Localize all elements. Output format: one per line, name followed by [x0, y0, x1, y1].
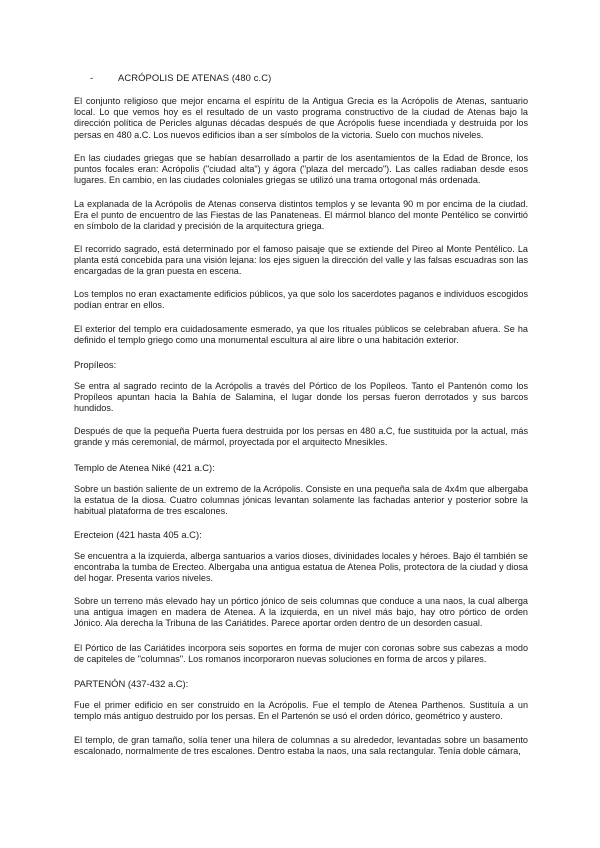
paragraph-intro-5: Los templos no eran exactamente edificios públicos, ya que solo los sacerdotes paganos e individuos escogidos podían entrar en ellos. — [74, 289, 528, 311]
paragraph-intro-1: El conjunto religioso que mejor encarna el espíritu de la Antigua Grecia es la Acrópolis de Atenas, santuario local. Lo que vemos hoy es el resultado de un vasto programa constructivo de la ciudad de Atenas bajo la dirección política de Pericles algunas décadas después de que Acrópolis fuese incendiada y destruida por los persas en 480 a.C. Los nuevos edificios iban a ser símbolos de la victoria. Suelo con muchos niveles. — [74, 96, 528, 140]
paragraph-atenea-nike-1: Sobre un bastión saliente de un extremo de la Acrópolis. Consiste en una pequeña sala de 4x4m que albergaba la estatua de la diosa. Cuatro columnas jónicas levantan solamente las fachadas anterior y posterior sobre la habitual plataforma de tres escalones. — [74, 484, 528, 517]
paragraph-intro-2: En las ciudades griegas que se habían desarrollado a partir de los asentamientos de la Edad de Bronce, los puntos focales eran: Acrópolis ("ciudad alta") y ágora ("plaza del mercado"). Las calles radiaban desde esos lugares. En cambio, en las ciudades coloniales griegas se utilizó una trama ortogonal más ordenada. — [74, 153, 528, 186]
bullet-dash: - — [90, 72, 94, 83]
paragraph-partenon-1: Fue el primer edificio en ser construido en la Acrópolis. Fue el templo de Atenea Parthenos. Sustituía a un templo más antiguo destruido por los persas. En el Partenón se usó el orden dórico, geométrico y austero. — [74, 700, 528, 722]
paragraph-erecteion-2: Sobre un terreno más elevado hay un pórtico jónico de seis columnas que conduce a una naos, la cual alberga una antigua imagen en madera de Atenea. A la izquierda, en un nivel más bajo, hay otro pórtico de orden Jónico. Ala derecha la Tribuna de las Cariátides. Parece aportar orden dentro de un desorden casual. — [74, 596, 528, 629]
document-title: ACRÓPOLIS DE ATENAS (480 c.C) — [118, 72, 272, 83]
paragraph-intro-4: El recorrido sagrado, está determinado por el famoso paisaje que se extiende del Pireo al Monte Pentélico. La planta está concebida para una visión lejana: los ejes siguen la dirección del valle y las falsas escuadras son las encargadas de la gran puesta en escena. — [74, 244, 528, 277]
paragraph-erecteion-3: El Pórtico de las Cariátides incorpora seis soportes en forma de mujer con coronas sobre sus cabezas a modo de capiteles de "columnas". Los romanos incorporaron nuevas soluciones en forma de arcos y pilares. — [74, 643, 528, 665]
heading-propileos: Propíleos: — [74, 359, 117, 370]
paragraph-propileos-2: Después de que la pequeña Puerta fuera destruida por los persas en 480 a.C, fue sustituida por la actual, más grande y más ceremonial, de mármol, proyectada por el arquitecto Mnesikles. — [74, 426, 528, 448]
paragraph-propileos-1: Se entra al sagrado recinto de la Acrópolis a través del Pórtico de los Popíleos. Tanto el Pantenón como los Propíleos apuntan hacia la Bahía de Salamina, el lugar donde los persas fueron derrotados y sus barcos hundidos. — [74, 381, 528, 414]
paragraph-erecteion-1: Se encuentra a la izquierda, alberga santuarios a varios dioses, divinidades locales y héroes. Bajo él también se encontraba la tumba de Erecteo. Albergaba una antigua estatua de Atenea Polis, protectora de la ciudad y diosa del hogar. Presenta varios niveles. — [74, 551, 528, 584]
heading-partenon: PARTENÓN (437-432 a.C): — [74, 678, 189, 689]
paragraph-partenon-2: El templo, de gran tamaño, solía tener una hilera de columnas a su alrededor, levantadas sobre un basamento escalonado, normalmente de tres escalones. Dentro estaba la naos, una sala rectangular. Tenía doble cámara, — [74, 735, 528, 757]
heading-erecteion: Erecteion (421 hasta 405 a.C): — [74, 529, 202, 540]
heading-atenea-nike: Templo de Atenea Niké (421 a.C): — [74, 462, 215, 473]
paragraph-intro-6: El exterior del templo era cuidadosamente esmerado, ya que los rituales públicos se celebraban afuera. Se ha definido el templo griego como una monumental escultura al aire libre o una habitación exterior. — [74, 324, 528, 346]
paragraph-intro-3: La explanada de la Acrópolis de Atenas conserva distintos templos y se levanta 90 m por encima de la ciudad. Era el punto de encuentro de las Fiestas de las Panateneas. El mármol blanco del monte Pentélico se convirtió en símbolo de la claridad y precisión de la arquitectura griega. — [74, 199, 528, 232]
document-title-line — [90, 72, 271, 83]
